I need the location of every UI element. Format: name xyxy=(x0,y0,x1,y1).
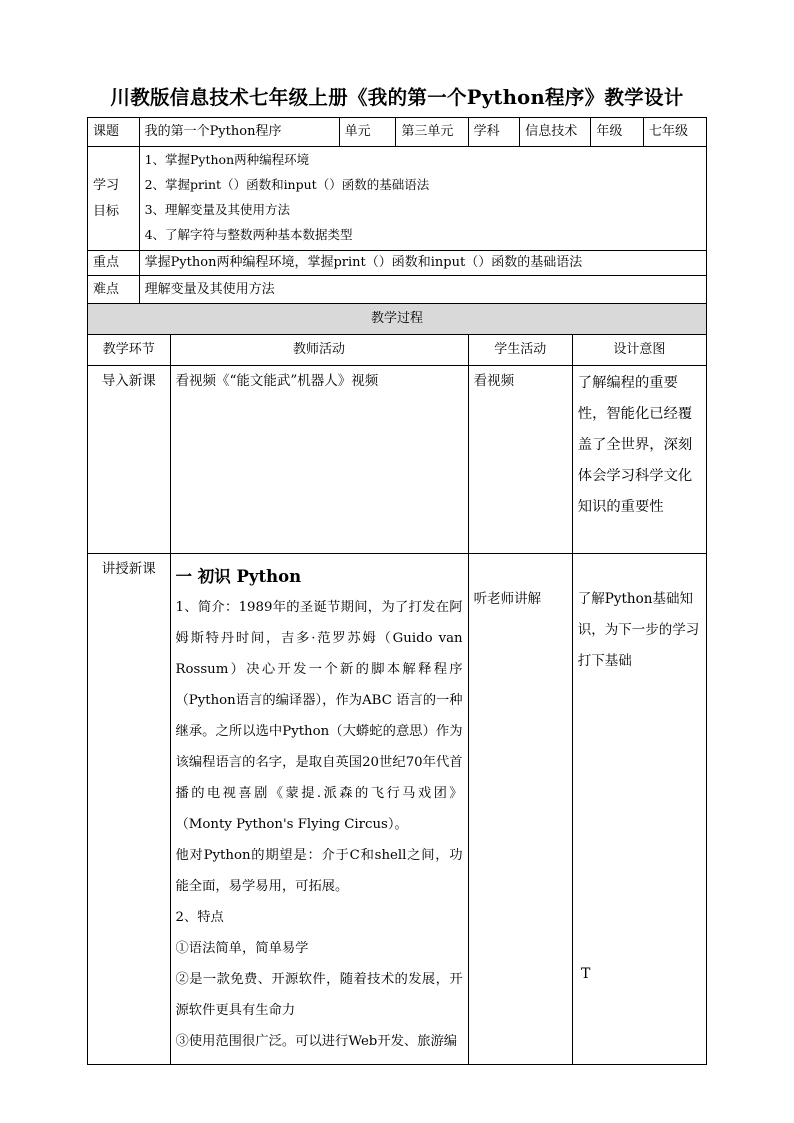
intro-student-activity: 看视频 xyxy=(468,366,572,554)
grade-value: 七年级 xyxy=(643,118,706,147)
unit-value: 第三单元 xyxy=(396,118,468,147)
key-point-value: 掌握Python两种编程环境，掌握print（）函数和input（）函数的基础语法 xyxy=(139,251,706,276)
paragraph: 他对Python的期望是：介于C和shell之间，功能全面，易学易用，可拓展。 xyxy=(175,848,463,894)
column-student-header: 学生活动 xyxy=(468,335,572,366)
paragraph: 2、特点 xyxy=(175,910,224,925)
subject-value: 信息技术 xyxy=(520,118,591,147)
objectives-label xyxy=(88,147,140,251)
new-lesson-teacher-activity xyxy=(170,554,468,1065)
key-point-label: 重点 xyxy=(88,251,140,276)
grade-label: 年级 xyxy=(591,118,644,147)
intro-design-intent: 了解编程的重要性，智能化已经覆盖了全世界，深刻体会学习科学文化知识的重要性 xyxy=(572,366,706,554)
intro-teacher-activity: 看视频《“能文能武”机器人》视频 xyxy=(170,366,468,554)
column-intent-header: 设计意图 xyxy=(572,335,706,366)
difficulty-label: 难点 xyxy=(88,276,140,304)
course-label: 课题 xyxy=(88,118,140,147)
paragraph: ③使用范围很广泛。可以进行Web开发、旅游编 xyxy=(175,1034,458,1049)
new-lesson-student-activity: 听老师讲解 xyxy=(468,554,572,1065)
unit-label: 单元 xyxy=(339,118,396,147)
new-lesson-design-intent: 了解Python基础知识，为下一步的学习打下基础 xyxy=(572,554,706,1065)
objectives-label-line2: 目标 xyxy=(93,203,120,219)
paragraph: ②是一款免费、开源软件，随着技术的发展，开源软件更具有生命力 xyxy=(175,972,463,1018)
objective-item: 2、掌握print（）函数和input（）函数的基础语法 xyxy=(144,177,430,192)
objective-item: 1、掌握Python两种编程环境 xyxy=(144,152,310,167)
column-stage-header: 教学环节 xyxy=(88,335,171,366)
intro-stage: 导入新课 xyxy=(88,366,171,554)
paragraph: 1、简介：1989年的圣诞节期间，为了打发在阿姆斯特丹时间，吉多·范罗苏姆（Guido van Rossum）决心开发一个新的脚本解释程序（Python语言的编译器），作为ABC 语言的一种继承。之所以选中Python（大蟒蛇的意思）作为该编程语言的名字，是取自英国20世纪70年代首播的电视喜剧《蒙提.派森的飞行马戏团》（Monty Python's Flying Circus）。 xyxy=(175,600,463,832)
process-header: 教学过程 xyxy=(88,304,707,335)
new-lesson-stage: 讲授新课 xyxy=(88,554,171,1065)
subject-label: 学科 xyxy=(468,118,520,147)
objective-item: 4、了解字符与整数两种基本数据类型 xyxy=(144,227,353,242)
objectives-label-line1: 学习 xyxy=(93,177,120,193)
column-teacher-header: 教师活动 xyxy=(170,335,468,366)
objectives-list xyxy=(139,147,706,251)
objective-item: 3、理解变量及其使用方法 xyxy=(144,202,291,217)
stray-mark: T xyxy=(581,966,591,982)
section-title: 一 初识 Python xyxy=(175,567,302,586)
paragraph: ①语法简单，简单易学 xyxy=(175,941,309,956)
document-title: 川教版信息技术七年级上册《我的第一个Python程序》教学设计 xyxy=(110,86,684,109)
course-value: 我的第一个Python程序 xyxy=(139,118,339,147)
lesson-plan-table xyxy=(87,117,707,1065)
difficulty-value: 理解变量及其使用方法 xyxy=(139,276,706,304)
